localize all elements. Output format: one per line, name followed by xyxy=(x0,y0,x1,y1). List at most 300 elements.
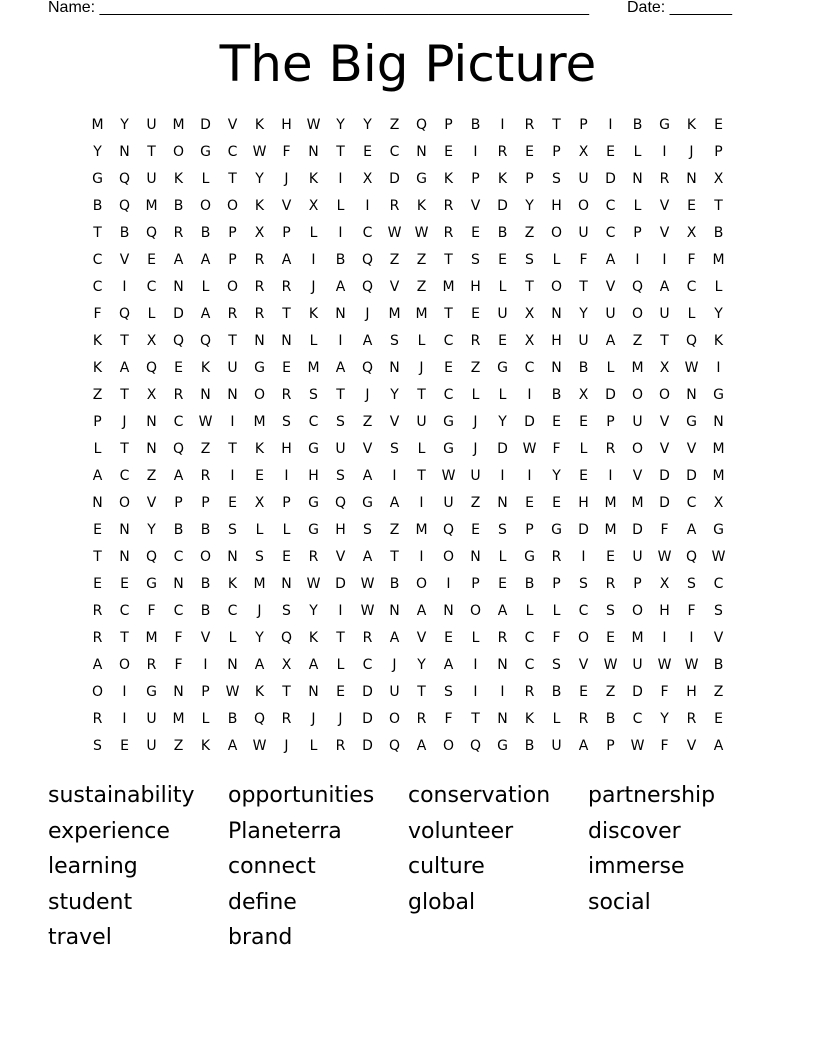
grid-letter: D xyxy=(389,171,400,187)
grid-letter: N xyxy=(551,360,562,376)
grid-letter: E xyxy=(363,144,372,160)
grid-letter: L xyxy=(336,198,345,214)
grid-letter: T xyxy=(228,333,237,349)
grid-letter: L xyxy=(336,657,345,673)
grid-letter: A xyxy=(200,252,211,268)
grid-letter: C xyxy=(632,711,643,727)
grid-letter: N xyxy=(713,414,724,430)
grid-row xyxy=(84,220,732,247)
grid-letter: K xyxy=(92,333,103,349)
grid-letter: I xyxy=(284,468,289,484)
grid-letter: P xyxy=(228,252,237,268)
grid-letter: F xyxy=(687,603,696,619)
grid-letter: E xyxy=(579,684,588,700)
grid-letter: I xyxy=(716,360,721,376)
grid-letter: K xyxy=(254,198,265,214)
grid-letter: S xyxy=(498,522,507,538)
grid-letter: R xyxy=(524,117,535,133)
grid-letter: M xyxy=(91,117,104,133)
grid-letter: K xyxy=(308,630,319,646)
grid-letter: L xyxy=(147,306,156,322)
grid-letter: Y xyxy=(390,387,399,403)
grid-letter: P xyxy=(552,576,561,592)
grid-letter: L xyxy=(552,603,561,619)
grid-letter: P xyxy=(525,171,534,187)
grid-letter: N xyxy=(281,576,292,592)
grid-letter: S xyxy=(228,522,237,538)
grid-letter: V xyxy=(227,117,238,133)
grid-letter: I xyxy=(689,630,694,646)
grid-letter: A xyxy=(254,657,265,673)
grid-letter: A xyxy=(227,738,238,754)
grid-letter: Y xyxy=(660,711,669,727)
grid-letter: S xyxy=(93,738,102,754)
grid-letter: R xyxy=(92,630,103,646)
grid-letter: S xyxy=(390,441,399,457)
grid-letter: C xyxy=(173,549,184,565)
page-title: The Big Picture xyxy=(219,35,597,93)
grid-letter: W xyxy=(225,684,240,700)
grid-letter: T xyxy=(336,144,345,160)
grid-letter: O xyxy=(199,198,212,214)
grid-letter: M xyxy=(631,360,644,376)
grid-letter: X xyxy=(362,171,373,187)
grid-letter: L xyxy=(633,198,642,214)
grid-letter: V xyxy=(335,549,346,565)
grid-letter: J xyxy=(311,711,316,727)
grid-letter: W xyxy=(360,603,375,619)
grid-letter: I xyxy=(338,171,343,187)
grid-letter: T xyxy=(282,684,291,700)
grid-letter: M xyxy=(712,441,725,457)
grid-letter: R xyxy=(578,711,589,727)
grid-letter: M xyxy=(604,522,617,538)
word-list-item: opportunities xyxy=(228,783,375,808)
grid-letter: W xyxy=(306,576,321,592)
grid-letter: S xyxy=(714,603,723,619)
grid-letter: P xyxy=(606,414,615,430)
grid-letter: I xyxy=(635,252,640,268)
grid-letter: J xyxy=(284,171,289,187)
grid-letter: L xyxy=(309,738,318,754)
grid-letter: L xyxy=(93,441,102,457)
grid-letter: N xyxy=(686,171,697,187)
grid-letter: O xyxy=(442,738,455,754)
grid-letter: G xyxy=(416,171,427,187)
grid-letter: R xyxy=(173,225,184,241)
grid-letter: A xyxy=(605,252,616,268)
letter-grid xyxy=(84,112,732,760)
grid-letter: D xyxy=(659,495,670,511)
grid-letter: I xyxy=(608,117,613,133)
grid-letter: B xyxy=(119,225,130,241)
grid-letter: E xyxy=(336,684,345,700)
grid-letter: C xyxy=(443,387,454,403)
grid-letter: R xyxy=(92,711,103,727)
grid-letter: E xyxy=(606,144,615,160)
grid-letter: Q xyxy=(442,522,455,538)
grid-letter: H xyxy=(281,117,292,133)
grid-letter: G xyxy=(308,495,319,511)
grid-letter: E xyxy=(498,252,507,268)
grid-letter: N xyxy=(497,711,508,727)
grid-letter: E xyxy=(120,738,129,754)
grid-letter: X xyxy=(713,171,724,187)
grid-letter: V xyxy=(281,198,292,214)
grid-letter: I xyxy=(338,225,343,241)
grid-letter: G xyxy=(200,144,211,160)
grid-letter: A xyxy=(713,738,724,754)
grid-letter: S xyxy=(282,414,291,430)
grid-letter: N xyxy=(551,306,562,322)
grid-row xyxy=(84,625,732,652)
grid-letter: P xyxy=(93,414,102,430)
grid-row xyxy=(84,679,732,706)
grid-letter: Z xyxy=(389,117,400,133)
grid-letter: N xyxy=(92,495,103,511)
grid-letter: N xyxy=(497,495,508,511)
grid-letter: W xyxy=(522,441,537,457)
grid-letter: M xyxy=(415,522,428,538)
grid-row xyxy=(84,517,732,544)
grid-letter: T xyxy=(336,630,345,646)
grid-letter: K xyxy=(443,171,454,187)
grid-letter: B xyxy=(200,603,211,619)
grid-letter: L xyxy=(606,360,615,376)
grid-letter: Q xyxy=(118,306,131,322)
grid-letter: V xyxy=(470,198,481,214)
grid-letter: H xyxy=(308,468,319,484)
grid-letter: I xyxy=(230,414,235,430)
grid-letter: C xyxy=(362,657,373,673)
grid-letter: G xyxy=(146,576,157,592)
grid-letter: Z xyxy=(713,684,724,700)
grid-letter: X xyxy=(578,387,589,403)
grid-letter: A xyxy=(389,630,400,646)
grid-letter: U xyxy=(146,171,157,187)
grid-letter: T xyxy=(228,441,237,457)
grid-letter: C xyxy=(173,414,184,430)
grid-letter: O xyxy=(226,198,239,214)
grid-letter: X xyxy=(254,225,265,241)
grid-letter: K xyxy=(308,306,319,322)
grid-letter: P xyxy=(579,117,588,133)
grid-letter: T xyxy=(417,387,426,403)
grid-letter: B xyxy=(713,657,724,673)
grid-letter: R xyxy=(362,630,373,646)
grid-letter: I xyxy=(122,279,127,295)
grid-letter: A xyxy=(605,333,616,349)
grid-letter: A xyxy=(362,549,373,565)
grid-letter: G xyxy=(308,441,319,457)
grid-letter: T xyxy=(471,711,480,727)
grid-letter: F xyxy=(552,441,561,457)
grid-letter: I xyxy=(230,468,235,484)
grid-letter: S xyxy=(471,252,480,268)
grid-letter: E xyxy=(498,576,507,592)
grid-letter: I xyxy=(338,333,343,349)
grid-letter: W xyxy=(252,738,267,754)
grid-letter: B xyxy=(578,360,589,376)
grid-letter: T xyxy=(579,279,588,295)
grid-letter: I xyxy=(203,657,208,673)
grid-letter: Q xyxy=(388,738,401,754)
grid-letter: Z xyxy=(470,495,481,511)
grid-letter: G xyxy=(713,387,724,403)
grid-letter: V xyxy=(146,495,157,511)
grid-letter: Y xyxy=(498,414,507,430)
grid-letter: C xyxy=(578,603,589,619)
word-list-item: immerse xyxy=(588,854,685,880)
grid-letter: G xyxy=(497,360,508,376)
grid-letter: N xyxy=(173,684,184,700)
grid-letter: R xyxy=(605,441,616,457)
grid-letter: M xyxy=(604,495,617,511)
grid-letter: S xyxy=(552,171,561,187)
grid-letter: W xyxy=(387,225,402,241)
grid-letter: F xyxy=(687,252,696,268)
grid-letter: R xyxy=(497,144,508,160)
grid-letter: J xyxy=(419,360,424,376)
grid-letter: O xyxy=(118,495,131,511)
grid-letter: E xyxy=(147,252,156,268)
grid-letter: F xyxy=(93,306,102,322)
word-list-item: student xyxy=(48,889,133,915)
grid-row xyxy=(84,733,732,760)
grid-letter: Q xyxy=(253,711,266,727)
grid-letter: R xyxy=(470,333,481,349)
grid-letter: L xyxy=(417,333,426,349)
grid-letter: U xyxy=(632,414,643,430)
grid-letter: B xyxy=(92,198,103,214)
grid-letter: N xyxy=(200,387,211,403)
grid-letter: J xyxy=(122,414,127,430)
grid-letter: D xyxy=(173,306,184,322)
grid-letter: F xyxy=(147,603,156,619)
grid-letter: K xyxy=(254,117,265,133)
word-list-item: partnership xyxy=(588,783,716,808)
word-list-item: Planeterra xyxy=(228,818,342,844)
grid-letter: P xyxy=(525,522,534,538)
grid-letter: Y xyxy=(120,117,129,133)
grid-letter: H xyxy=(281,441,292,457)
grid-letter: R xyxy=(254,252,265,268)
grid-letter: V xyxy=(659,414,670,430)
grid-letter: Q xyxy=(280,630,293,646)
grid-letter: K xyxy=(524,711,535,727)
grid-row xyxy=(84,247,732,274)
grid-letter: N xyxy=(497,657,508,673)
grid-letter: T xyxy=(93,549,102,565)
grid-letter: B xyxy=(173,198,184,214)
grid-letter: V xyxy=(686,441,697,457)
grid-letter: I xyxy=(581,549,586,565)
grid-letter: N xyxy=(389,603,400,619)
grid-letter: M xyxy=(415,306,428,322)
word-list-item: culture xyxy=(408,854,485,880)
grid-letter: P xyxy=(282,225,291,241)
grid-letter: D xyxy=(578,522,589,538)
grid-letter: A xyxy=(92,468,103,484)
grid-letter: T xyxy=(120,630,129,646)
grid-letter: G xyxy=(497,738,508,754)
word-list-item: learning xyxy=(48,854,138,880)
grid-letter: U xyxy=(632,549,643,565)
grid-letter: X xyxy=(308,198,319,214)
grid-letter: B xyxy=(389,576,400,592)
word-list-item: conservation xyxy=(408,783,551,808)
grid-letter: M xyxy=(253,414,266,430)
grid-letter: L xyxy=(201,171,210,187)
grid-letter: Z xyxy=(632,333,643,349)
grid-letter: R xyxy=(551,549,562,565)
grid-letter: A xyxy=(173,252,184,268)
grid-letter: I xyxy=(500,468,505,484)
grid-letter: E xyxy=(606,630,615,646)
grid-letter: N xyxy=(146,414,157,430)
grid-letter: P xyxy=(633,225,642,241)
grid-letter: Z xyxy=(389,252,400,268)
grid-letter: Q xyxy=(145,360,158,376)
grid-letter: J xyxy=(473,441,478,457)
grid-letter: Y xyxy=(363,117,372,133)
grid-letter: W xyxy=(198,414,213,430)
grid-letter: V xyxy=(632,468,643,484)
grid-letter: N xyxy=(119,144,130,160)
grid-letter: L xyxy=(417,441,426,457)
grid-letter: C xyxy=(605,198,616,214)
grid-row xyxy=(84,301,732,328)
grid-letter: E xyxy=(93,522,102,538)
grid-letter: R xyxy=(497,630,508,646)
grid-letter: N xyxy=(443,603,454,619)
grid-letter: I xyxy=(500,684,505,700)
grid-letter: U xyxy=(416,414,427,430)
grid-letter: G xyxy=(713,522,724,538)
grid-letter: U xyxy=(659,306,670,322)
grid-letter: F xyxy=(444,711,453,727)
grid-letter: M xyxy=(307,360,320,376)
grid-letter: X xyxy=(146,387,157,403)
grid-letter: A xyxy=(281,252,292,268)
grid-letter: V xyxy=(416,630,427,646)
grid-letter: L xyxy=(687,306,696,322)
grid-letter: K xyxy=(92,360,103,376)
grid-letter: D xyxy=(632,522,643,538)
grid-letter: R xyxy=(389,198,400,214)
grid-letter: V xyxy=(119,252,130,268)
grid-letter: B xyxy=(470,117,481,133)
grid-letter: E xyxy=(174,360,183,376)
grid-letter: H xyxy=(686,684,697,700)
grid-letter: C xyxy=(443,333,454,349)
grid-letter: S xyxy=(606,603,615,619)
grid-letter: I xyxy=(473,657,478,673)
grid-letter: K xyxy=(713,333,724,349)
date-label: Date: _______ xyxy=(627,0,732,16)
grid-letter: I xyxy=(662,630,667,646)
grid-row xyxy=(84,193,732,220)
grid-row xyxy=(84,463,732,490)
grid-letter: N xyxy=(173,576,184,592)
grid-letter: U xyxy=(146,738,157,754)
grid-letter: Q xyxy=(334,495,347,511)
grid-letter: R xyxy=(281,711,292,727)
grid-letter: Z xyxy=(92,387,103,403)
grid-letter: G xyxy=(146,684,157,700)
grid-letter: W xyxy=(306,117,321,133)
grid-letter: K xyxy=(497,171,508,187)
grid-letter: Y xyxy=(336,117,345,133)
grid-letter: H xyxy=(551,333,562,349)
grid-letter: X xyxy=(254,495,265,511)
grid-letter: V xyxy=(659,441,670,457)
grid-letter: E xyxy=(525,495,534,511)
grid-letter: Q xyxy=(361,279,374,295)
grid-letter: Z xyxy=(146,468,157,484)
grid-letter: D xyxy=(497,198,508,214)
grid-letter: I xyxy=(527,468,532,484)
grid-letter: P xyxy=(201,495,210,511)
grid-letter: Z xyxy=(470,360,481,376)
grid-letter: A xyxy=(416,738,427,754)
grid-letter: E xyxy=(255,468,264,484)
word-list-item: volunteer xyxy=(408,818,514,844)
grid-letter: N xyxy=(146,441,157,457)
grid-letter: I xyxy=(473,144,478,160)
grid-letter: W xyxy=(684,657,699,673)
grid-letter: R xyxy=(416,711,427,727)
grid-letter: N xyxy=(119,549,130,565)
grid-letter: A xyxy=(362,333,373,349)
grid-letter: B xyxy=(524,576,535,592)
grid-letter: A xyxy=(443,657,454,673)
grid-letter: O xyxy=(226,279,239,295)
grid-letter: U xyxy=(227,360,238,376)
grid-letter: L xyxy=(498,279,507,295)
word-list-item: sustainability xyxy=(48,783,195,808)
grid-letter: E xyxy=(687,198,696,214)
grid-letter: D xyxy=(686,468,697,484)
grid-letter: V xyxy=(362,441,373,457)
grid-letter: G xyxy=(659,117,670,133)
grid-letter: O xyxy=(469,603,482,619)
grid-letter: T xyxy=(336,387,345,403)
grid-letter: I xyxy=(527,387,532,403)
grid-letter: E xyxy=(282,360,291,376)
grid-letter: L xyxy=(471,387,480,403)
grid-letter: I xyxy=(365,198,370,214)
grid-letter: O xyxy=(550,225,563,241)
grid-letter: O xyxy=(91,684,104,700)
grid-letter: Q xyxy=(361,252,374,268)
grid-letter: Q xyxy=(199,333,212,349)
grid-letter: M xyxy=(253,576,266,592)
grid-letter: P xyxy=(228,225,237,241)
grid-letter: D xyxy=(632,684,643,700)
grid-letter: R xyxy=(443,198,454,214)
grid-letter: J xyxy=(338,711,343,727)
grid-letter: Q xyxy=(469,738,482,754)
grid-letter: O xyxy=(631,441,644,457)
grid-row xyxy=(84,355,732,382)
grid-letter: V xyxy=(578,657,589,673)
grid-letter: D xyxy=(335,576,346,592)
grid-letter: N xyxy=(227,549,238,565)
grid-letter: P xyxy=(714,144,723,160)
grid-letter: U xyxy=(578,225,589,241)
grid-letter: E xyxy=(579,414,588,430)
